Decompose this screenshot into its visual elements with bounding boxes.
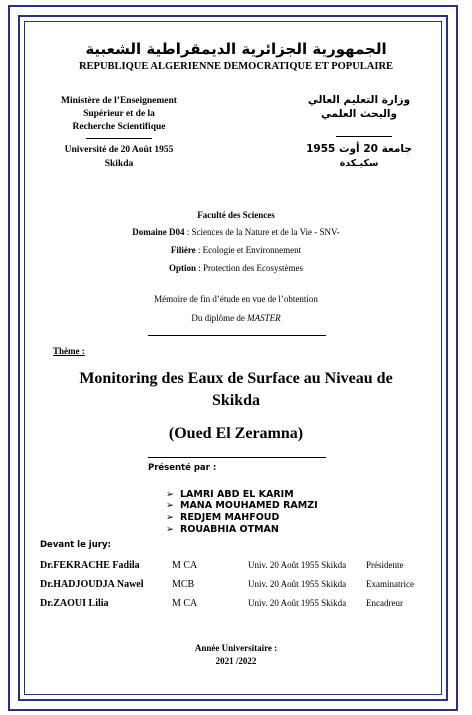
jury-name: Dr.HADJOUDJA Nawel	[40, 579, 144, 590]
student-item	[166, 500, 318, 511]
student-name: MANA MOUHAMED RAMZI	[180, 500, 318, 511]
jury-grade: M CA	[172, 560, 198, 571]
academic-year-label: Année Universitaire :	[194, 643, 278, 653]
jury-grade: M CA	[172, 598, 198, 609]
filiere-label: Filière	[170, 245, 196, 255]
jury-role: Présidente	[366, 560, 404, 570]
arrow-bullet-icon: ➢	[166, 500, 174, 511]
arrow-bullet-icon: ➢	[166, 524, 174, 535]
student-name: REDJEM MAHFOUD	[180, 512, 280, 523]
left-divider	[86, 138, 152, 139]
domain-label: Domaine D04	[132, 227, 185, 237]
university-ar-line2: سكيـكدة	[339, 158, 379, 169]
french-republic-title: REPUBLIQUE ALGERIENNE DEMOCRATIQUE ET POPULAIRE	[78, 61, 394, 72]
theme-label: Thème :	[53, 346, 85, 356]
presented-by-label: Présenté par :	[148, 463, 217, 473]
academic-year-value: 2021 /2022	[215, 656, 257, 666]
option-value: : Protection des Ecosystèmes	[196, 263, 303, 273]
option-label: Option	[169, 263, 197, 273]
theme-title-line2: Skikda	[211, 392, 261, 409]
filiere-value: : Ecologie et Environnement	[195, 245, 302, 255]
arrow-bullet-icon: ➢	[166, 512, 174, 523]
ministry-ar-line1: وزارة التعليم العالي	[307, 94, 411, 106]
jury-role: Examinatrice	[366, 579, 414, 589]
faculty-name: Faculté des Sciences	[197, 210, 275, 220]
jury-name: Dr.ZAOUI Lilia	[40, 598, 109, 609]
student-name: LAMRI ABD EL KARIM	[180, 489, 294, 500]
jury-role: Encadreur	[366, 598, 403, 608]
jury-label: Devant le jury:	[40, 540, 111, 550]
university-fr-line1: Université de 20 Août 1955	[64, 145, 174, 155]
memoire-prefix: Du diplôme de	[191, 313, 248, 323]
jury-grade: MCB	[172, 579, 195, 590]
university-fr-line2: Skikda	[104, 159, 134, 169]
ministry-fr-line2: Supérieur et de la	[83, 109, 155, 119]
option-line	[0, 263, 472, 273]
student-item	[166, 524, 279, 535]
ministry-fr-line3: Recherche Scientifique	[72, 122, 166, 132]
student-item	[166, 512, 279, 523]
theme-subtitle: (Oued El Zeramna)	[168, 425, 304, 442]
theme-divider	[148, 457, 326, 458]
student-name: ROUABHIA OTMAN	[180, 524, 279, 535]
ministry-ar-line2: والبحث العلمي	[320, 108, 398, 120]
arabic-republic-title: الجمهورية الجزائرية الديمقراطية الشعبية	[85, 40, 387, 58]
right-divider	[336, 136, 392, 137]
filiere-line	[0, 245, 472, 255]
jury-university: Univ. 20 Août 1955 Skikda	[248, 560, 347, 570]
memoire-degree: MASTER	[247, 313, 281, 323]
memoire-line1: Mémoire de fin d’étude en vue de l’obtention	[154, 294, 318, 304]
university-ar-line1: جامعة 20 أوت 1955	[306, 143, 412, 155]
jury-university: Univ. 20 Août 1955 Skikda	[248, 598, 347, 608]
student-item	[166, 489, 294, 500]
arrow-bullet-icon: ➢	[166, 489, 174, 500]
domain-value: : Sciences de la Nature et de la Vie - SNV-	[184, 227, 340, 237]
domain-line	[0, 227, 472, 237]
jury-name: Dr.FEKRACHE Fadila	[40, 560, 140, 571]
memoire-divider	[148, 335, 326, 336]
jury-university: Univ. 20 Août 1955 Skikda	[248, 579, 347, 589]
theme-title-line1: Monitoring des Eaux de Surface au Niveau de	[79, 370, 393, 387]
memoire-line2	[0, 313, 472, 323]
ministry-fr-line1: Ministère de l’Enseignement	[61, 96, 177, 106]
